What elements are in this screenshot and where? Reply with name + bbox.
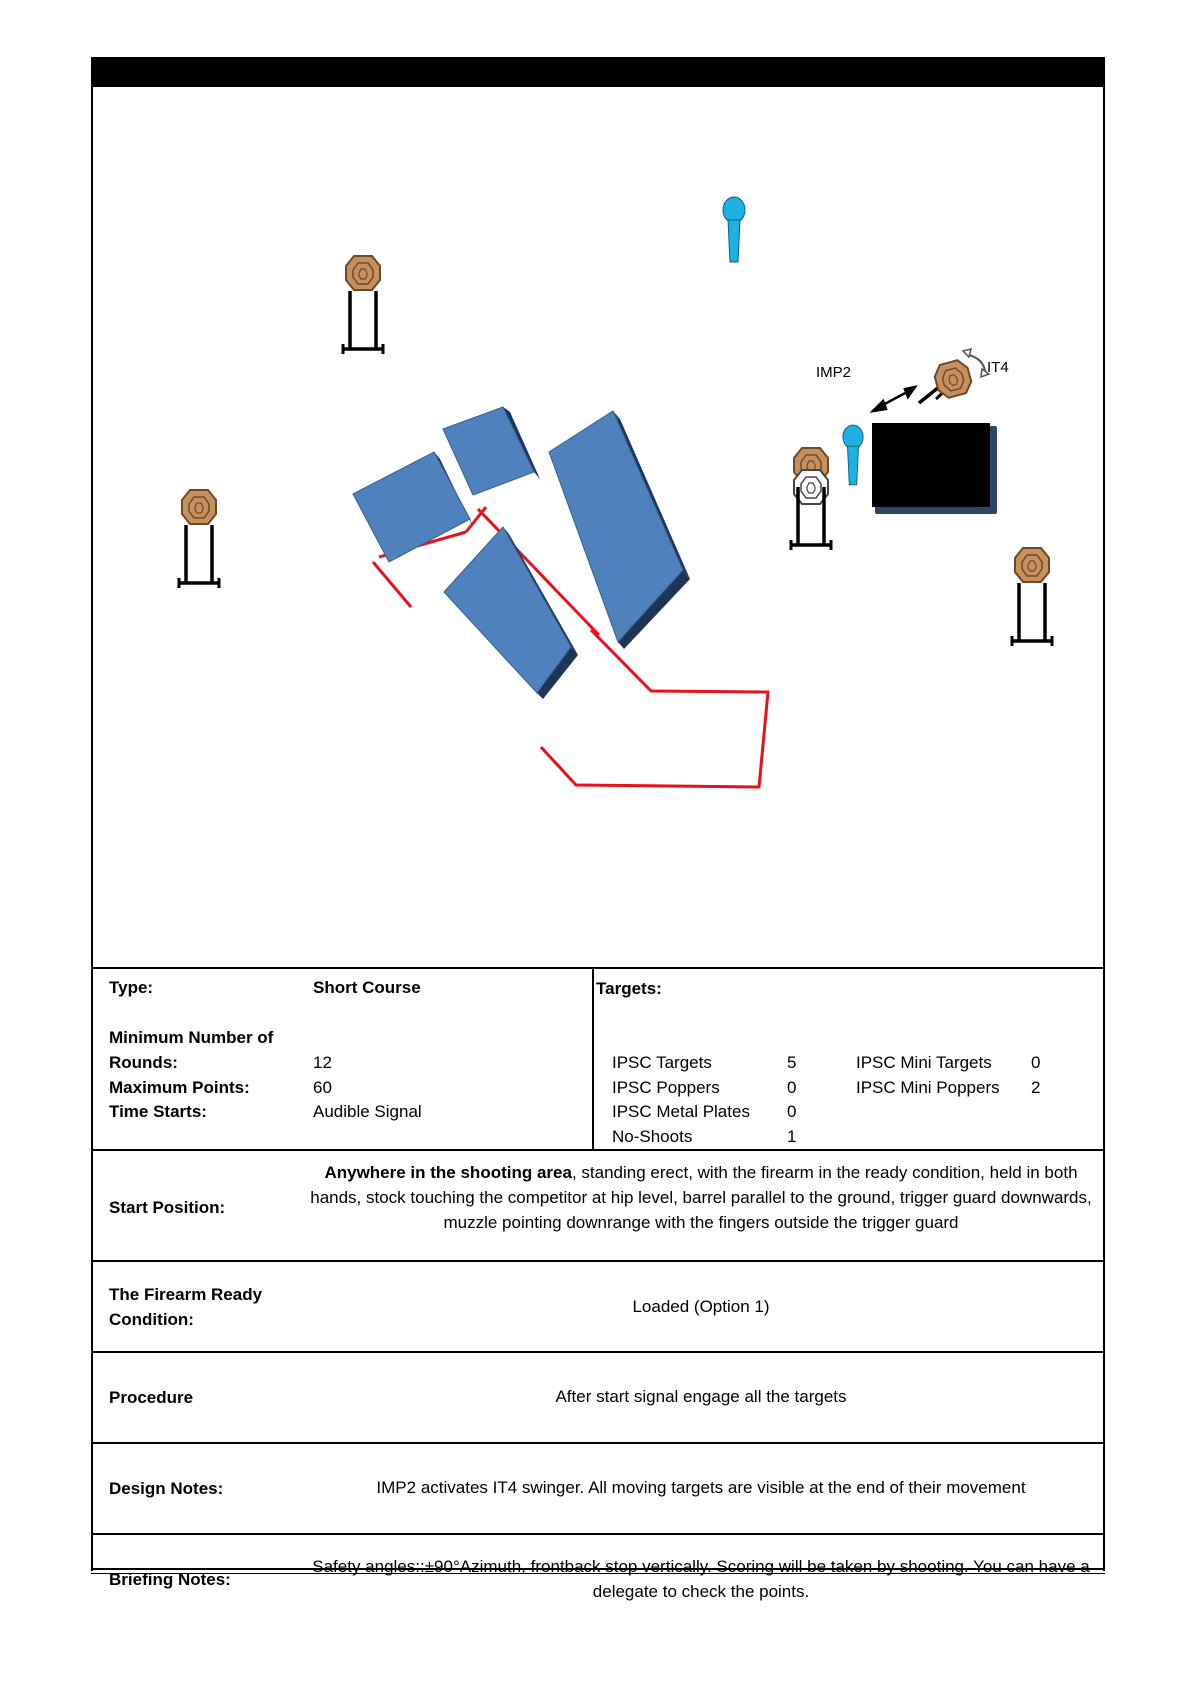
stage-diagram (91, 87, 1105, 967)
procedure-label: Procedure (109, 1388, 194, 1407)
divider-procedure (91, 1351, 1105, 1353)
min-rounds-label-2: Rounds: (109, 1053, 178, 1072)
time-starts-label: Time Starts: (109, 1102, 207, 1121)
start-position-text (301, 1160, 1101, 1235)
target-count-mini-targets: 0 (1031, 1053, 1041, 1072)
target-count-no-shoots: 1 (787, 1127, 797, 1146)
divider-design-notes (91, 1442, 1105, 1444)
imp2-label: IMP2 (816, 364, 852, 381)
ready-condition-value: Loaded (Option 1) (632, 1297, 770, 1316)
paper-target-with-no-shoot (791, 448, 831, 550)
targets-label: Targets: (596, 979, 662, 998)
time-starts-value: Audible Signal (313, 1102, 422, 1121)
briefing-notes-value: Safety angles::±90°Azimuth, frontback stop vertically. Scoring will be taken by shooting. You can have a delegate to check the points. (312, 1557, 1090, 1601)
type-label: Type: (109, 978, 154, 997)
target-name-ipsc: IPSC Targets (612, 1053, 712, 1072)
divider-info-top (91, 967, 1105, 969)
wall-small-square (443, 407, 540, 495)
briefing-notes-label: Briefing Notes: (109, 1570, 231, 1589)
max-points-label: Maximum Points: (109, 1078, 250, 1097)
stage-sheet (91, 57, 1105, 1601)
target-name-poppers: IPSC Poppers (612, 1078, 720, 1097)
port-barrier (872, 423, 997, 514)
header-bar (91, 57, 1105, 87)
divider-info-vertical (592, 967, 594, 1149)
target-name-metal-plates: IPSC Metal Plates (612, 1102, 750, 1121)
paper-target-left (179, 490, 219, 588)
min-rounds-value: 12 (313, 1053, 332, 1072)
type-value: Short Course (313, 978, 421, 997)
mini-popper-top (723, 197, 745, 262)
target-name-mini-targets: IPSC Mini Targets (856, 1053, 992, 1072)
target-name-no-shoots: No-Shoots (612, 1127, 693, 1146)
it4-label: IT4 (987, 359, 1009, 376)
target-count-ipsc: 5 (787, 1053, 797, 1072)
min-rounds-label-1: Minimum Number of (109, 1028, 274, 1047)
target-count-metal-plates: 0 (787, 1102, 797, 1121)
activation-arrow (873, 387, 915, 411)
start-position-bold: Anywhere in the shooting area (324, 1163, 572, 1182)
divider-briefing-notes (91, 1533, 1105, 1535)
wall-long-middle (444, 527, 578, 699)
swinger-target-it4 (919, 349, 989, 403)
divider-ready-condition (91, 1260, 1105, 1262)
mini-popper-imp2 (843, 425, 863, 485)
start-position-label: Start Position: (109, 1198, 226, 1217)
paper-target-right (1012, 548, 1052, 646)
procedure-value: After start signal engage all the targets (555, 1387, 847, 1406)
wall-long-right (549, 411, 690, 649)
target-count-mini-poppers: 2 (1031, 1078, 1041, 1097)
ready-condition-label-2: Condition: (109, 1310, 194, 1329)
design-notes-value: IMP2 activates IT4 swinger. All moving targets are visible at the end of their movement (376, 1478, 1026, 1497)
divider-start-position (91, 1149, 1105, 1151)
start-position-rest: , standing erect, with the firearm in the ready condition, held in both hands, stock touching the competitor at hip level, barrel parallel to the ground, trigger guard downwards, muzzle pointing downrange with the fingers outside the trigger guard (310, 1163, 1092, 1232)
paper-target-top-left (343, 256, 383, 354)
design-notes-label: Design Notes: (109, 1479, 224, 1498)
target-name-mini-poppers: IPSC Mini Poppers (856, 1078, 1000, 1097)
ready-condition-label-1: The Firearm Ready (109, 1285, 263, 1304)
stage-diagram-svg (91, 87, 1105, 967)
target-count-poppers: 0 (787, 1078, 797, 1097)
max-points-value: 60 (313, 1078, 332, 1097)
wall-left-square (353, 452, 473, 562)
